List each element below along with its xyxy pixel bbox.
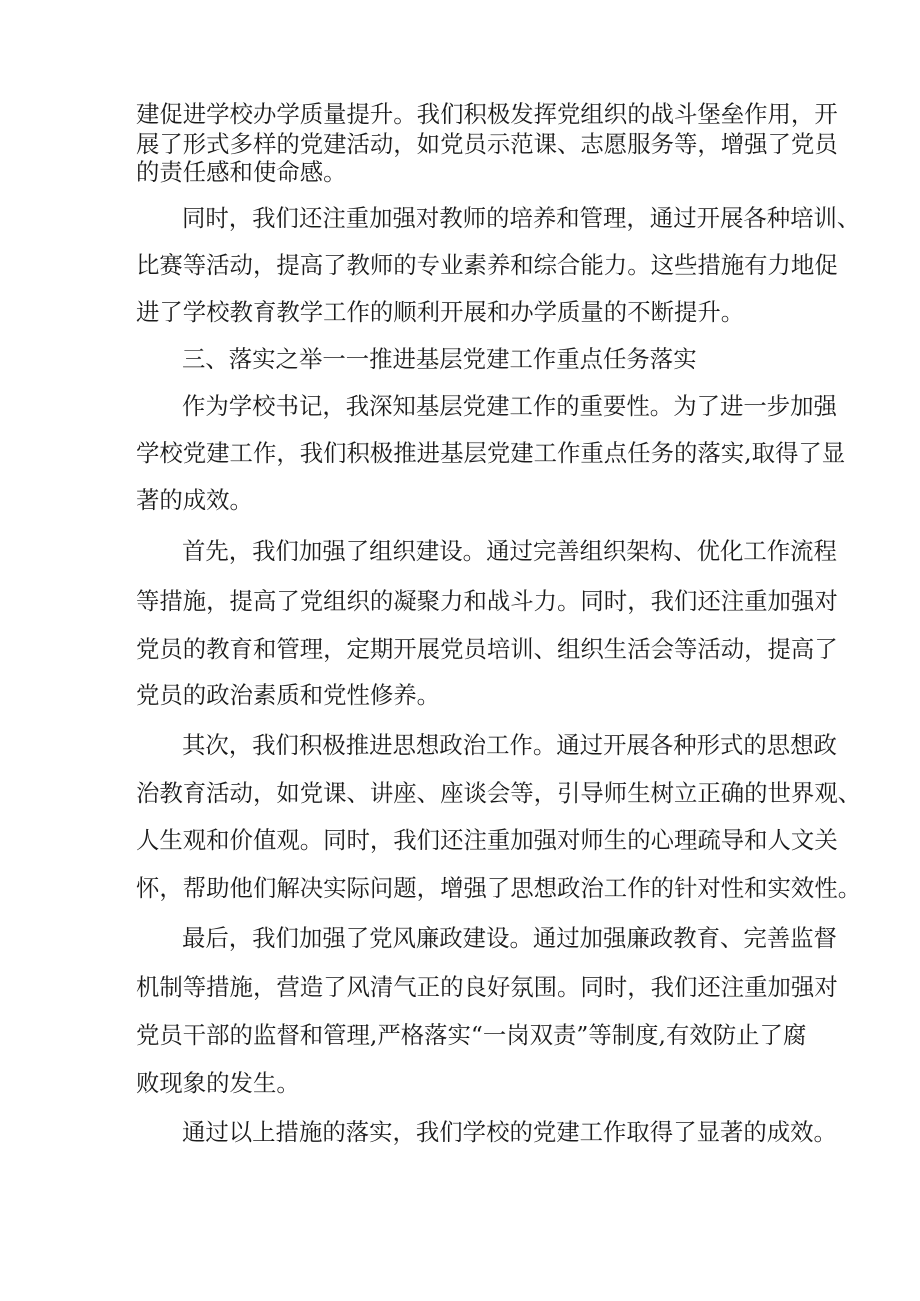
paragraph-line: 进了学校教育教学工作的顺利开展和办学质量的不断提升。 bbox=[136, 298, 745, 326]
paragraph-line: 机制等措施，营造了风清气正的良好氛围。同时，我们还注重加强对 bbox=[136, 973, 838, 1001]
paragraph-line: 同时，我们还注重加强对教师的培养和管理，通过开展各种培训、 bbox=[182, 204, 861, 232]
paragraph-line: 首先，我们加强了组织建设。通过完善组织架构、优化工作流程 bbox=[182, 537, 837, 565]
paragraph-line: 治教育活动，如党课、讲座、座谈会等，引导师生树立正确的世界观、 bbox=[136, 779, 862, 807]
paragraph-line: 通过以上措施的落实，我们学校的党建工作取得了显著的成效。 bbox=[182, 1118, 837, 1146]
paragraph-line: 的责任感和使命感。 bbox=[136, 158, 347, 186]
paragraph-line: 著的成效。 bbox=[136, 486, 253, 514]
paragraph-line: 怀，帮助他们解决实际问题，增强了思想政治工作的针对性和实效性。 bbox=[136, 874, 862, 902]
paragraph-line: 作为学校书记，我深知基层党建工作的重要性。为了进一步加强 bbox=[182, 392, 837, 420]
paragraph-line: 等措施，提高了党组织的凝聚力和战斗力。同时，我们还注重加强对 bbox=[136, 587, 838, 615]
paragraph-line: 最后，我们加强了党风廉政建设。通过加强廉政教育、完善监督 bbox=[182, 924, 837, 952]
section-heading: 三、落实之举一一推进基层党建工作重点任务落实 bbox=[182, 345, 697, 373]
paragraph-line: 学校党建工作，我们积极推进基层党建工作重点任务的落实,取得了显 bbox=[136, 439, 846, 467]
paragraph-line: 人生观和价值观。同时，我们还注重加强对师生的心理疏导和人文关 bbox=[136, 826, 838, 854]
paragraph-line: 党员的政治素质和党性修养。 bbox=[136, 681, 441, 709]
paragraph-line: 建促进学校办学质量提升。我们积极发挥党组织的战斗堡垒作用，开 bbox=[136, 100, 838, 128]
paragraph-line: 展了形式多样的党建活动，如党员示范课、志愿服务等，增强了党员 bbox=[136, 130, 838, 158]
paragraph-line: 党员干部的监督和管理,严格落实“一岗双责”等制度,有效防止了腐 bbox=[136, 1021, 807, 1049]
paragraph-line: 党员的教育和管理，定期开展党员培训、组织生活会等活动，提高了 bbox=[136, 635, 838, 663]
paragraph-line: 败现象的发生。 bbox=[136, 1069, 300, 1097]
paragraph-line: 比赛等活动，提高了教师的专业素养和综合能力。这些措施有力地促 bbox=[136, 251, 838, 279]
paragraph-line: 其次，我们积极推进思想政治工作。通过开展各种形式的思想政 bbox=[182, 731, 837, 759]
